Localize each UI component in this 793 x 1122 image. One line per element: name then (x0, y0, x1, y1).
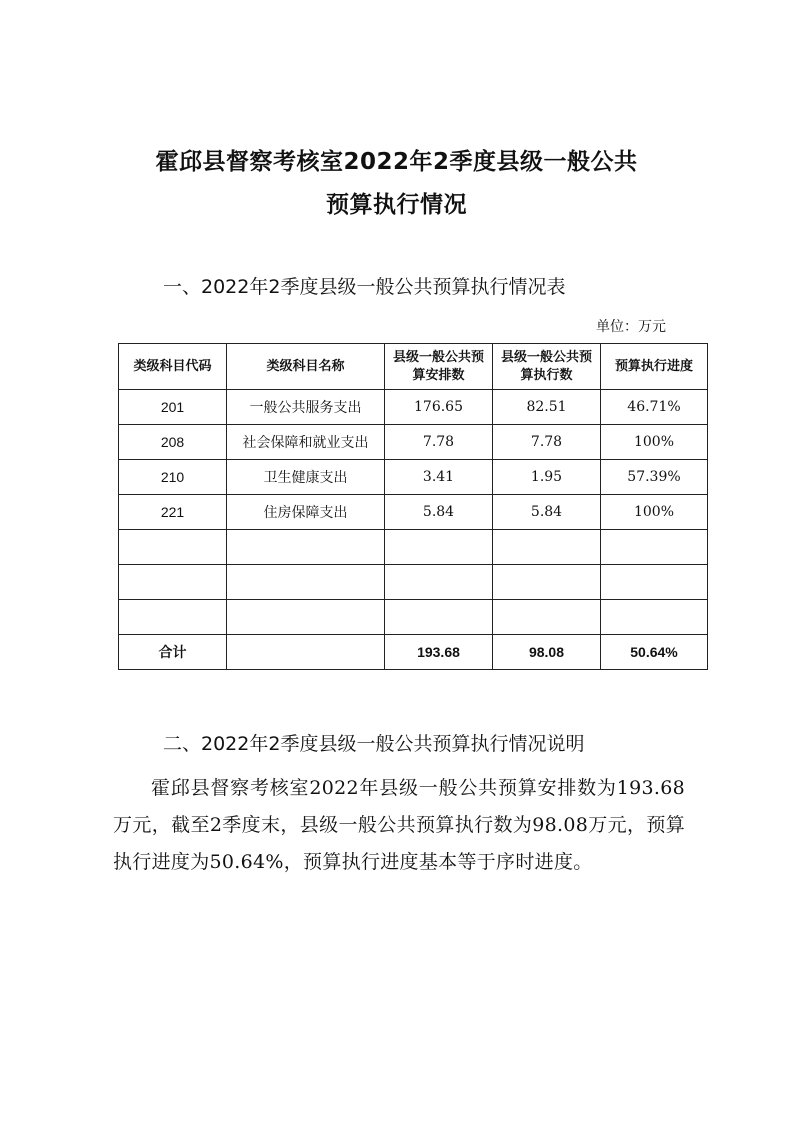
cell-name: 一般公共服务支出 (227, 390, 385, 425)
header-code: 类级科目代码 (119, 344, 227, 390)
explanation-paragraph: 霍邱县督察考核室2022年县级一般公共预算安排数为193.68万元，截至2季度末，县级一般公共预算执行数为98.08万元，预算执行进度为50.64%，预算执行进度基本等于序时进度。 (113, 777, 685, 873)
table-row (119, 390, 708, 425)
cell-budget: 5.84 (385, 495, 493, 530)
table-header-row (119, 344, 708, 390)
total-budget: 193.68 (385, 635, 493, 670)
empty-cell (493, 565, 601, 600)
cell-progress: 57.39% (601, 460, 708, 495)
header-executed: 县级一般公共预算执行数 (493, 344, 601, 390)
empty-cell (119, 600, 227, 635)
empty-cell (227, 600, 385, 635)
cell-executed: 82.51 (493, 390, 601, 425)
empty-cell (385, 565, 493, 600)
empty-cell (601, 600, 708, 635)
total-executed: 98.08 (493, 635, 601, 670)
empty-table-row (119, 600, 708, 635)
budget-table (118, 343, 708, 670)
empty-cell (227, 565, 385, 600)
unit-label: 单位：万元 (596, 319, 666, 335)
empty-cell (227, 530, 385, 565)
cell-name: 住房保障支出 (227, 495, 385, 530)
cell-code: 221 (119, 495, 227, 530)
cell-budget: 7.78 (385, 425, 493, 460)
header-budget: 县级一般公共预算安排数 (385, 344, 493, 390)
cell-name: 卫生健康支出 (227, 460, 385, 495)
total-row (119, 635, 708, 670)
table-row (119, 425, 708, 460)
cell-progress: 100% (601, 495, 708, 530)
cell-code: 201 (119, 390, 227, 425)
document-title-line-2: 预算执行情况 (326, 192, 467, 218)
empty-cell (227, 635, 385, 670)
empty-cell (119, 530, 227, 565)
cell-executed: 7.78 (493, 425, 601, 460)
section-2-heading: 二、2022年2季度县级一般公共预算执行情况说明 (163, 733, 585, 755)
cell-progress: 100% (601, 425, 708, 460)
cell-budget: 176.65 (385, 390, 493, 425)
empty-cell (601, 565, 708, 600)
total-progress: 50.64% (601, 635, 708, 670)
cell-executed: 5.84 (493, 495, 601, 530)
cell-progress: 46.71% (601, 390, 708, 425)
cell-executed: 1.95 (493, 460, 601, 495)
empty-cell (119, 565, 227, 600)
document-title-line-1: 霍邱县督察考核室2022年2季度县级一般公共 (155, 149, 638, 175)
empty-cell (493, 530, 601, 565)
section-1-heading: 一、2022年2季度县级一般公共预算执行情况表 (163, 276, 566, 298)
cell-name: 社会保障和就业支出 (227, 425, 385, 460)
header-progress: 预算执行进度 (601, 344, 708, 390)
total-label: 合计 (119, 635, 227, 670)
empty-table-row (119, 565, 708, 600)
empty-table-row (119, 530, 708, 565)
table-row (119, 495, 708, 530)
cell-code: 208 (119, 425, 227, 460)
empty-cell (601, 530, 708, 565)
empty-cell (493, 600, 601, 635)
table-row (119, 460, 708, 495)
empty-cell (385, 600, 493, 635)
cell-budget: 3.41 (385, 460, 493, 495)
cell-code: 210 (119, 460, 227, 495)
header-name: 类级科目名称 (227, 344, 385, 390)
empty-cell (385, 530, 493, 565)
